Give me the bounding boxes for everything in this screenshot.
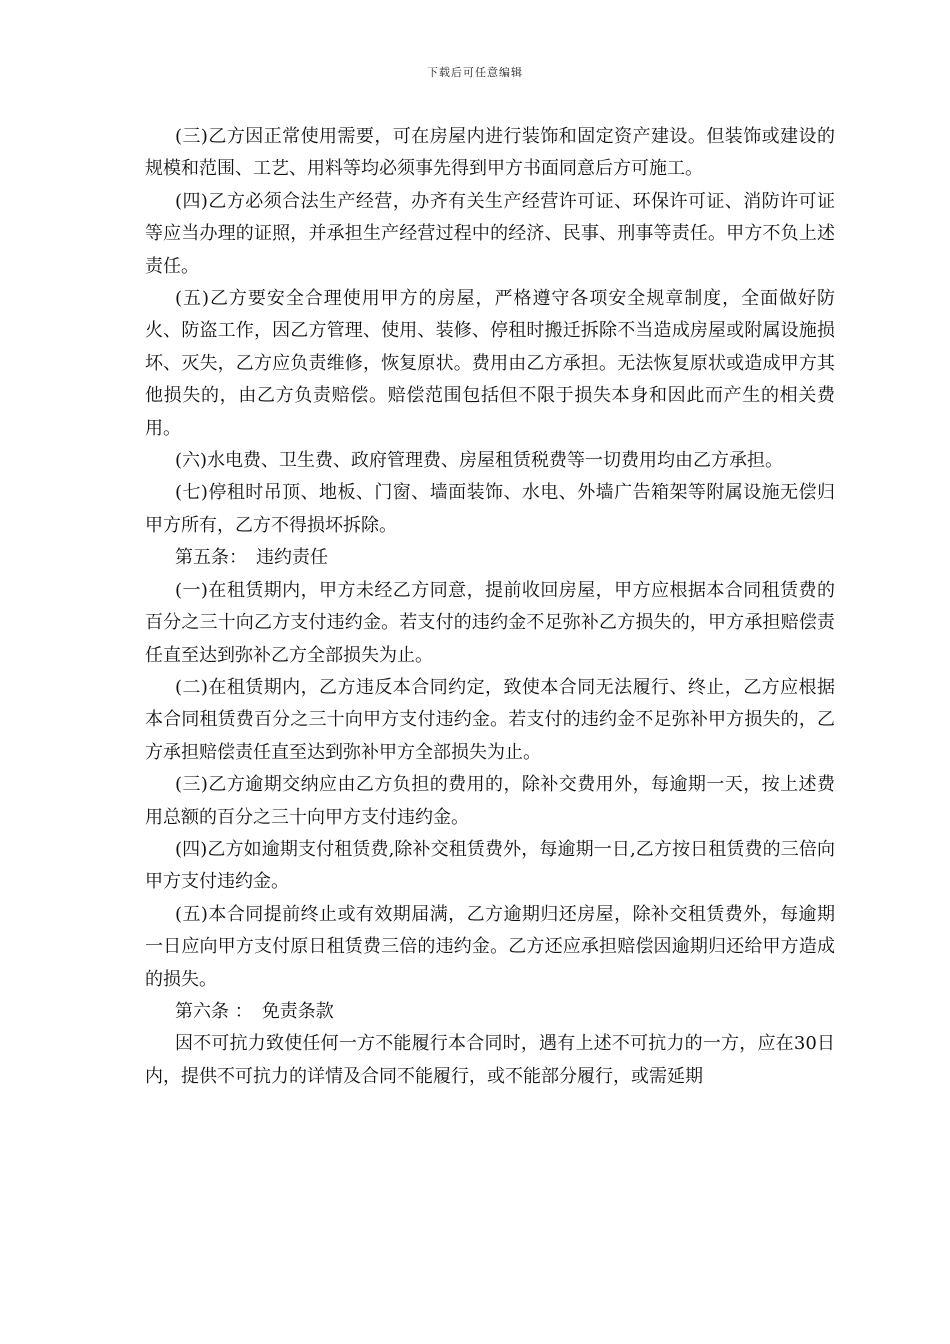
paragraph: (二)在租赁期内，乙方违反本合同约定，致使本合同无法履行、终止，乙方应根据本合同租赁费百分之三十向甲方支付违约金。若支付的违约金不足弥补甲方损失的，乙方承担赔偿责任直至达到弥补甲方全部损失为止。 xyxy=(145,676,835,763)
paragraph: (三)乙方因正常使用需要，可在房屋内进行装饰和固定资产建设。但装饰或建设的规模和范围、工艺、用料等均必须事先得到甲方书面同意后方可施工。 xyxy=(145,126,835,180)
paragraph: (七)停租时吊顶、地板、门窗、墙面装饰、水电、外墙广告箱架等附属设施无偿归甲方所有，乙方不得损坏拆除。 xyxy=(145,482,835,536)
paragraph: (四)乙方如逾期支付租赁费,除补交租赁费外，每逾期一日,乙方按日租赁费的三倍向甲方支付违约金。 xyxy=(145,838,835,893)
paragraph: (四)乙方必须合法生产经营，办齐有关生产经营许可证、环保许可证、消防许可证等应当办理的证照，并承担生产经营过程中的经济、民事、刑事等责任。甲方不负上述责任。 xyxy=(145,190,835,277)
page-header: 下载后可任意编辑 xyxy=(427,66,523,79)
paragraph: (五)本合同提前终止或有效期届满，乙方逾期归还房屋，除补交租赁费外，每逾期一日应向甲方支付原日租赁费三倍的违约金。乙方还应承担赔偿因逾期归还给甲方造成的损失。 xyxy=(145,903,835,990)
section-heading: 第六条 ： 免责条款 xyxy=(175,1000,334,1022)
document-body xyxy=(145,121,835,1093)
paragraph: (三)乙方逾期交纳应由乙方负担的费用的，除补交费用外，每逾期一天，按上述费用总额的百分之三十向甲方支付违约金。 xyxy=(145,774,835,828)
paragraph: 因不可抗力致使任何一方不能履行本合同时，遇有上述不可抗力的一方，应在30日内，提供不可抗力的详情及合同不能履行，或不能部分履行，或需延期 xyxy=(145,1033,835,1087)
paragraph: (六)水电费、卫生费、政府管理费、房屋租赁税费等一切费用均由乙方承担。 xyxy=(175,450,784,472)
paragraph: (五)乙方要安全合理使用甲方的房屋，严格遵守各项安全规章制度，全面做好防火、防盗工作，因乙方管理、使用、装修、停租时搬迁拆除不当造成房屋或附属设施损坏、灭失，乙方应负责维修，恢复原状。费用由乙方承担。无法恢复原状或造成甲方其他损失的，由乙方负责赔偿。赔偿范围包括但不限于损失本身和因此而产生的相关费用。 xyxy=(145,288,835,439)
paragraph: (一)在租赁期内，甲方未经乙方同意，提前收回房屋，甲方应根据本合同租赁费的百分之三十向乙方支付违约金。若支付的违约金不足弥补乙方损失的，甲方承担赔偿责任直至达到弥补乙方全部损失为止。 xyxy=(145,579,835,666)
section-heading: 第五条： 违约责任 xyxy=(175,547,328,569)
